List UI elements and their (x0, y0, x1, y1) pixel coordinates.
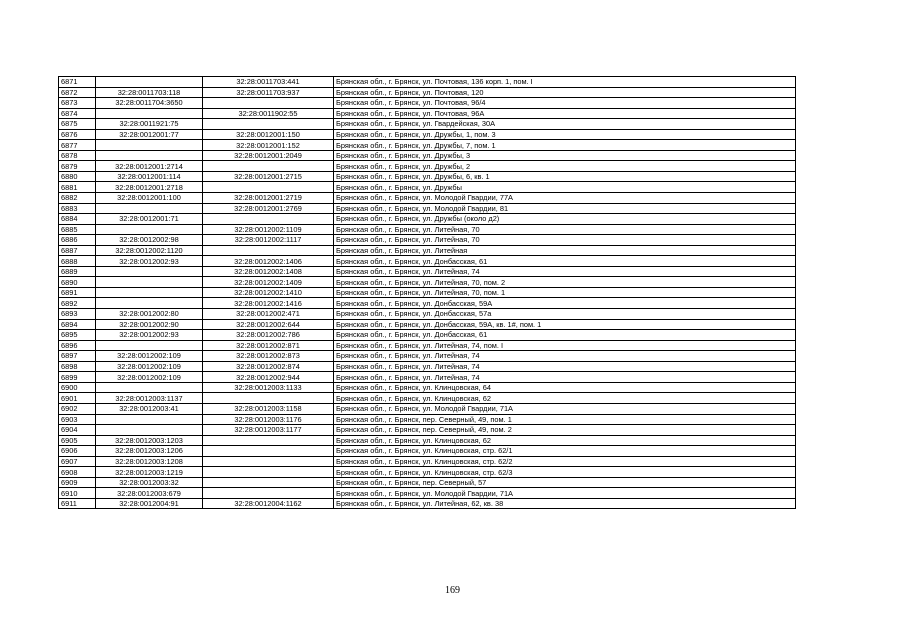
building-cadastral-number-cell: 32:28:0012002:1109 (203, 224, 334, 235)
building-cadastral-number-cell: 32:28:0012004:1162 (203, 498, 334, 509)
land-cadastral-number-cell: 32:28:0012002:109 (96, 361, 203, 372)
table-row (59, 393, 796, 404)
land-cadastral-number-cell: 32:28:0012003:41 (96, 403, 203, 414)
address-cell: Брянская обл., г. Брянск, ул. Молодой Гвардии, 71А (334, 403, 796, 414)
table-row (59, 256, 796, 267)
table-row (59, 119, 796, 130)
address-cell: Брянская обл., г. Брянск, ул. Литейная, 70 (334, 224, 796, 235)
table-row (59, 319, 796, 330)
address-cell: Брянская обл., г. Брянск, ул. Молодой Гвардии, 71А (334, 488, 796, 499)
land-cadastral-number-cell (96, 203, 203, 214)
row-number-cell: 6889 (59, 266, 96, 277)
address-cell: Брянская обл., г. Брянск, ул. Литейная, 70, пом. 2 (334, 277, 796, 288)
table-row (59, 414, 796, 425)
building-cadastral-number-cell (203, 161, 334, 172)
row-number-cell: 6886 (59, 235, 96, 246)
address-cell: Брянская обл., г. Брянск, ул. Клинцовская, стр. 62/3 (334, 467, 796, 478)
land-cadastral-number-cell: 32:28:0012002:109 (96, 351, 203, 362)
address-cell: Брянская обл., г. Брянск, ул. Литейная, 74 (334, 361, 796, 372)
land-cadastral-number-cell (96, 414, 203, 425)
building-cadastral-number-cell: 32:28:0012002:1117 (203, 235, 334, 246)
records-table (58, 76, 796, 509)
land-cadastral-number-cell: 32:28:0012001:71 (96, 214, 203, 225)
table-row (59, 235, 796, 246)
address-cell: Брянская обл., г. Брянск, ул. Гвардейская, 30А (334, 119, 796, 130)
row-number-cell: 6910 (59, 488, 96, 499)
address-cell: Брянская обл., г. Брянск, ул. Дружбы (334, 182, 796, 193)
building-cadastral-number-cell (203, 456, 334, 467)
building-cadastral-number-cell: 32:28:0012001:2715 (203, 171, 334, 182)
address-cell: Брянская обл., г. Брянск, ул. Литейная (334, 245, 796, 256)
land-cadastral-number-cell: 32:28:0012001:2714 (96, 161, 203, 172)
row-number-cell: 6899 (59, 372, 96, 383)
building-cadastral-number-cell: 32:28:0012001:150 (203, 129, 334, 140)
row-number-cell: 6911 (59, 498, 96, 509)
building-cadastral-number-cell (203, 467, 334, 478)
table-row (59, 203, 796, 214)
land-cadastral-number-cell: 32:28:0012001:77 (96, 129, 203, 140)
building-cadastral-number-cell: 32:28:0012002:944 (203, 372, 334, 383)
address-cell: Брянская обл., г. Брянск, пер. Северный, 57 (334, 477, 796, 488)
building-cadastral-number-cell: 32:28:0012002:871 (203, 340, 334, 351)
address-cell: Брянская обл., г. Брянск, ул. Донбасская, 61 (334, 256, 796, 267)
building-cadastral-number-cell: 32:28:0012003:1158 (203, 403, 334, 414)
row-number-cell: 6904 (59, 425, 96, 436)
row-number-cell: 6905 (59, 435, 96, 446)
land-cadastral-number-cell: 32:28:0012003:1203 (96, 435, 203, 446)
address-cell: Брянская обл., г. Брянск, ул. Молодой Гвардии, 81 (334, 203, 796, 214)
table-row (59, 425, 796, 436)
building-cadastral-number-cell: 32:28:0012003:1176 (203, 414, 334, 425)
address-cell: Брянская обл., г. Брянск, ул. Дружбы, 1, пом. 3 (334, 129, 796, 140)
address-cell: Брянская обл., г. Брянск, ул. Литейная, 70, пом. 1 (334, 287, 796, 298)
table-row (59, 108, 796, 119)
land-cadastral-number-cell: 32:28:0011704:3650 (96, 98, 203, 109)
address-cell: Брянская обл., г. Брянск, ул. Литейная, 70 (334, 235, 796, 246)
table-row (59, 382, 796, 393)
building-cadastral-number-cell: 32:28:0012002:1416 (203, 298, 334, 309)
records-table-body (59, 77, 796, 509)
row-number-cell: 6907 (59, 456, 96, 467)
address-cell: Брянская обл., г. Брянск, ул. Клинцовская, 62 (334, 435, 796, 446)
row-number-cell: 6881 (59, 182, 96, 193)
row-number-cell: 6883 (59, 203, 96, 214)
land-cadastral-number-cell: 32:28:0012003:32 (96, 477, 203, 488)
address-cell: Брянская обл., г. Брянск, ул. Литейная, 74 (334, 372, 796, 383)
land-cadastral-number-cell: 32:28:0012003:1219 (96, 467, 203, 478)
address-cell: Брянская обл., г. Брянск, ул. Почтовая, 136 корп. 1, пом. I (334, 77, 796, 88)
table-row (59, 98, 796, 109)
table-row (59, 498, 796, 509)
address-cell: Брянская обл., г. Брянск, ул. Донбасская, 59А, кв. 1#, пом. 1 (334, 319, 796, 330)
row-number-cell: 6885 (59, 224, 96, 235)
row-number-cell: 6879 (59, 161, 96, 172)
building-cadastral-number-cell: 32:28:0012002:874 (203, 361, 334, 372)
address-cell: Брянская обл., г. Брянск, ул. Клинцовская, стр. 62/2 (334, 456, 796, 467)
table-row (59, 161, 796, 172)
row-number-cell: 6884 (59, 214, 96, 225)
land-cadastral-number-cell: 32:28:0012003:1137 (96, 393, 203, 404)
land-cadastral-number-cell (96, 224, 203, 235)
table-row (59, 171, 796, 182)
land-cadastral-number-cell: 32:28:0012001:114 (96, 171, 203, 182)
row-number-cell: 6901 (59, 393, 96, 404)
address-cell: Брянская обл., г. Брянск, пер. Северный, 49, пом. 1 (334, 414, 796, 425)
building-cadastral-number-cell: 32:28:0012003:1133 (203, 382, 334, 393)
land-cadastral-number-cell (96, 150, 203, 161)
row-number-cell: 6895 (59, 330, 96, 341)
row-number-cell: 6896 (59, 340, 96, 351)
land-cadastral-number-cell: 32:28:0012002:93 (96, 256, 203, 267)
building-cadastral-number-cell (203, 119, 334, 130)
building-cadastral-number-cell (203, 435, 334, 446)
building-cadastral-number-cell (203, 98, 334, 109)
row-number-cell: 6903 (59, 414, 96, 425)
table-row (59, 351, 796, 362)
building-cadastral-number-cell (203, 182, 334, 193)
table-row (59, 87, 796, 98)
building-cadastral-number-cell: 32:28:0012001:2769 (203, 203, 334, 214)
table-row (59, 182, 796, 193)
table-row (59, 361, 796, 372)
address-cell: Брянская обл., г. Брянск, ул. Дружбы, 6, кв. 1 (334, 171, 796, 182)
address-cell: Брянская обл., г. Брянск, ул. Донбасская, 57а (334, 309, 796, 320)
table-row (59, 488, 796, 499)
table-row (59, 266, 796, 277)
building-cadastral-number-cell (203, 446, 334, 457)
land-cadastral-number-cell: 32:28:0012003:1206 (96, 446, 203, 457)
land-cadastral-number-cell (96, 340, 203, 351)
address-cell: Брянская обл., г. Брянск, ул. Почтовая, 120 (334, 87, 796, 98)
row-number-cell: 6894 (59, 319, 96, 330)
land-cadastral-number-cell: 32:28:0012002:109 (96, 372, 203, 383)
land-cadastral-number-cell: 32:28:0012003:679 (96, 488, 203, 499)
building-cadastral-number-cell (203, 245, 334, 256)
address-cell: Брянская обл., г. Брянск, ул. Литейная, 62, кв. 38 (334, 498, 796, 509)
building-cadastral-number-cell: 32:28:0012002:1410 (203, 287, 334, 298)
row-number-cell: 6908 (59, 467, 96, 478)
table-row (59, 129, 796, 140)
land-cadastral-number-cell (96, 298, 203, 309)
building-cadastral-number-cell (203, 488, 334, 499)
building-cadastral-number-cell: 32:28:0012002:1409 (203, 277, 334, 288)
table-row (59, 77, 796, 88)
row-number-cell: 6892 (59, 298, 96, 309)
building-cadastral-number-cell: 32:28:0011703:441 (203, 77, 334, 88)
building-cadastral-number-cell: 32:28:0012002:786 (203, 330, 334, 341)
building-cadastral-number-cell: 32:28:0012001:152 (203, 140, 334, 151)
building-cadastral-number-cell: 32:28:0011703:937 (203, 87, 334, 98)
address-cell: Брянская обл., г. Брянск, ул. Дружбы, 2 (334, 161, 796, 172)
table-row (59, 277, 796, 288)
table-row (59, 140, 796, 151)
land-cadastral-number-cell: 32:28:0012002:90 (96, 319, 203, 330)
row-number-cell: 6888 (59, 256, 96, 267)
land-cadastral-number-cell: 32:28:0012001:100 (96, 193, 203, 204)
land-cadastral-number-cell (96, 140, 203, 151)
row-number-cell: 6874 (59, 108, 96, 119)
land-cadastral-number-cell: 32:28:0012002:1120 (96, 245, 203, 256)
address-cell: Брянская обл., г. Брянск, ул. Литейная, 74 (334, 351, 796, 362)
row-number-cell: 6906 (59, 446, 96, 457)
land-cadastral-number-cell (96, 382, 203, 393)
address-cell: Брянская обл., г. Брянск, ул. Литейная, 74 (334, 266, 796, 277)
row-number-cell: 6890 (59, 277, 96, 288)
row-number-cell: 6891 (59, 287, 96, 298)
land-cadastral-number-cell (96, 287, 203, 298)
row-number-cell: 6878 (59, 150, 96, 161)
table-row (59, 224, 796, 235)
table-row (59, 245, 796, 256)
land-cadastral-number-cell (96, 108, 203, 119)
table-row (59, 446, 796, 457)
land-cadastral-number-cell: 32:28:0011921:75 (96, 119, 203, 130)
table-row (59, 309, 796, 320)
row-number-cell: 6875 (59, 119, 96, 130)
building-cadastral-number-cell: 32:28:0012003:1177 (203, 425, 334, 436)
address-cell: Брянская обл., г. Брянск, ул. Клинцовская, стр. 62/1 (334, 446, 796, 457)
row-number-cell: 6893 (59, 309, 96, 320)
row-number-cell: 6882 (59, 193, 96, 204)
land-cadastral-number-cell: 32:28:0012001:2718 (96, 182, 203, 193)
row-number-cell: 6873 (59, 98, 96, 109)
address-cell: Брянская обл., г. Брянск, ул. Донбасская, 61 (334, 330, 796, 341)
building-cadastral-number-cell: 32:28:0012001:2049 (203, 150, 334, 161)
table-row (59, 403, 796, 414)
address-cell: Брянская обл., г. Брянск, пер. Северный, 49, пом. 2 (334, 425, 796, 436)
table-row (59, 287, 796, 298)
address-cell: Брянская обл., г. Брянск, ул. Почтовая, 96/4 (334, 98, 796, 109)
building-cadastral-number-cell: 32:28:0011902:55 (203, 108, 334, 119)
land-cadastral-number-cell: 32:28:0012002:98 (96, 235, 203, 246)
table-row (59, 214, 796, 225)
building-cadastral-number-cell: 32:28:0012002:1408 (203, 266, 334, 277)
row-number-cell: 6871 (59, 77, 96, 88)
row-number-cell: 6900 (59, 382, 96, 393)
land-cadastral-number-cell (96, 77, 203, 88)
row-number-cell: 6898 (59, 361, 96, 372)
building-cadastral-number-cell: 32:28:0012002:471 (203, 309, 334, 320)
land-cadastral-number-cell: 32:28:0011703:118 (96, 87, 203, 98)
row-number-cell: 6876 (59, 129, 96, 140)
land-cadastral-number-cell: 32:28:0012003:1208 (96, 456, 203, 467)
land-cadastral-number-cell (96, 266, 203, 277)
row-number-cell: 6902 (59, 403, 96, 414)
address-cell: Брянская обл., г. Брянск, ул. Почтовая, 96А (334, 108, 796, 119)
building-cadastral-number-cell: 32:28:0012002:644 (203, 319, 334, 330)
land-cadastral-number-cell: 32:28:0012002:80 (96, 309, 203, 320)
row-number-cell: 6877 (59, 140, 96, 151)
table-row (59, 467, 796, 478)
page-number: 169 (445, 585, 460, 596)
building-cadastral-number-cell: 32:28:0012001:2719 (203, 193, 334, 204)
table-row (59, 298, 796, 309)
address-cell: Брянская обл., г. Брянск, ул. Клинцовская, 64 (334, 382, 796, 393)
table-row (59, 150, 796, 161)
table-row (59, 340, 796, 351)
table-row (59, 193, 796, 204)
table-row (59, 456, 796, 467)
building-cadastral-number-cell: 32:28:0012002:1406 (203, 256, 334, 267)
address-cell: Брянская обл., г. Брянск, ул. Дружбы (около д2) (334, 214, 796, 225)
table-row (59, 435, 796, 446)
address-cell: Брянская обл., г. Брянск, ул. Дружбы, 7, пом. 1 (334, 140, 796, 151)
building-cadastral-number-cell: 32:28:0012002:873 (203, 351, 334, 362)
table-row (59, 477, 796, 488)
table-row (59, 330, 796, 341)
table-row (59, 372, 796, 383)
building-cadastral-number-cell (203, 393, 334, 404)
row-number-cell: 6909 (59, 477, 96, 488)
row-number-cell: 6880 (59, 171, 96, 182)
building-cadastral-number-cell (203, 477, 334, 488)
address-cell: Брянская обл., г. Брянск, ул. Молодой Гвардии, 77А (334, 193, 796, 204)
row-number-cell: 6872 (59, 87, 96, 98)
land-cadastral-number-cell (96, 425, 203, 436)
land-cadastral-number-cell: 32:28:0012002:93 (96, 330, 203, 341)
row-number-cell: 6887 (59, 245, 96, 256)
address-cell: Брянская обл., г. Брянск, ул. Литейная, 74, пом. I (334, 340, 796, 351)
land-cadastral-number-cell (96, 277, 203, 288)
address-cell: Брянская обл., г. Брянск, ул. Клинцовская, 62 (334, 393, 796, 404)
row-number-cell: 6897 (59, 351, 96, 362)
land-cadastral-number-cell: 32:28:0012004:91 (96, 498, 203, 509)
address-cell: Брянская обл., г. Брянск, ул. Дружбы, 3 (334, 150, 796, 161)
address-cell: Брянская обл., г. Брянск, ул. Донбасская, 59А (334, 298, 796, 309)
building-cadastral-number-cell (203, 214, 334, 225)
